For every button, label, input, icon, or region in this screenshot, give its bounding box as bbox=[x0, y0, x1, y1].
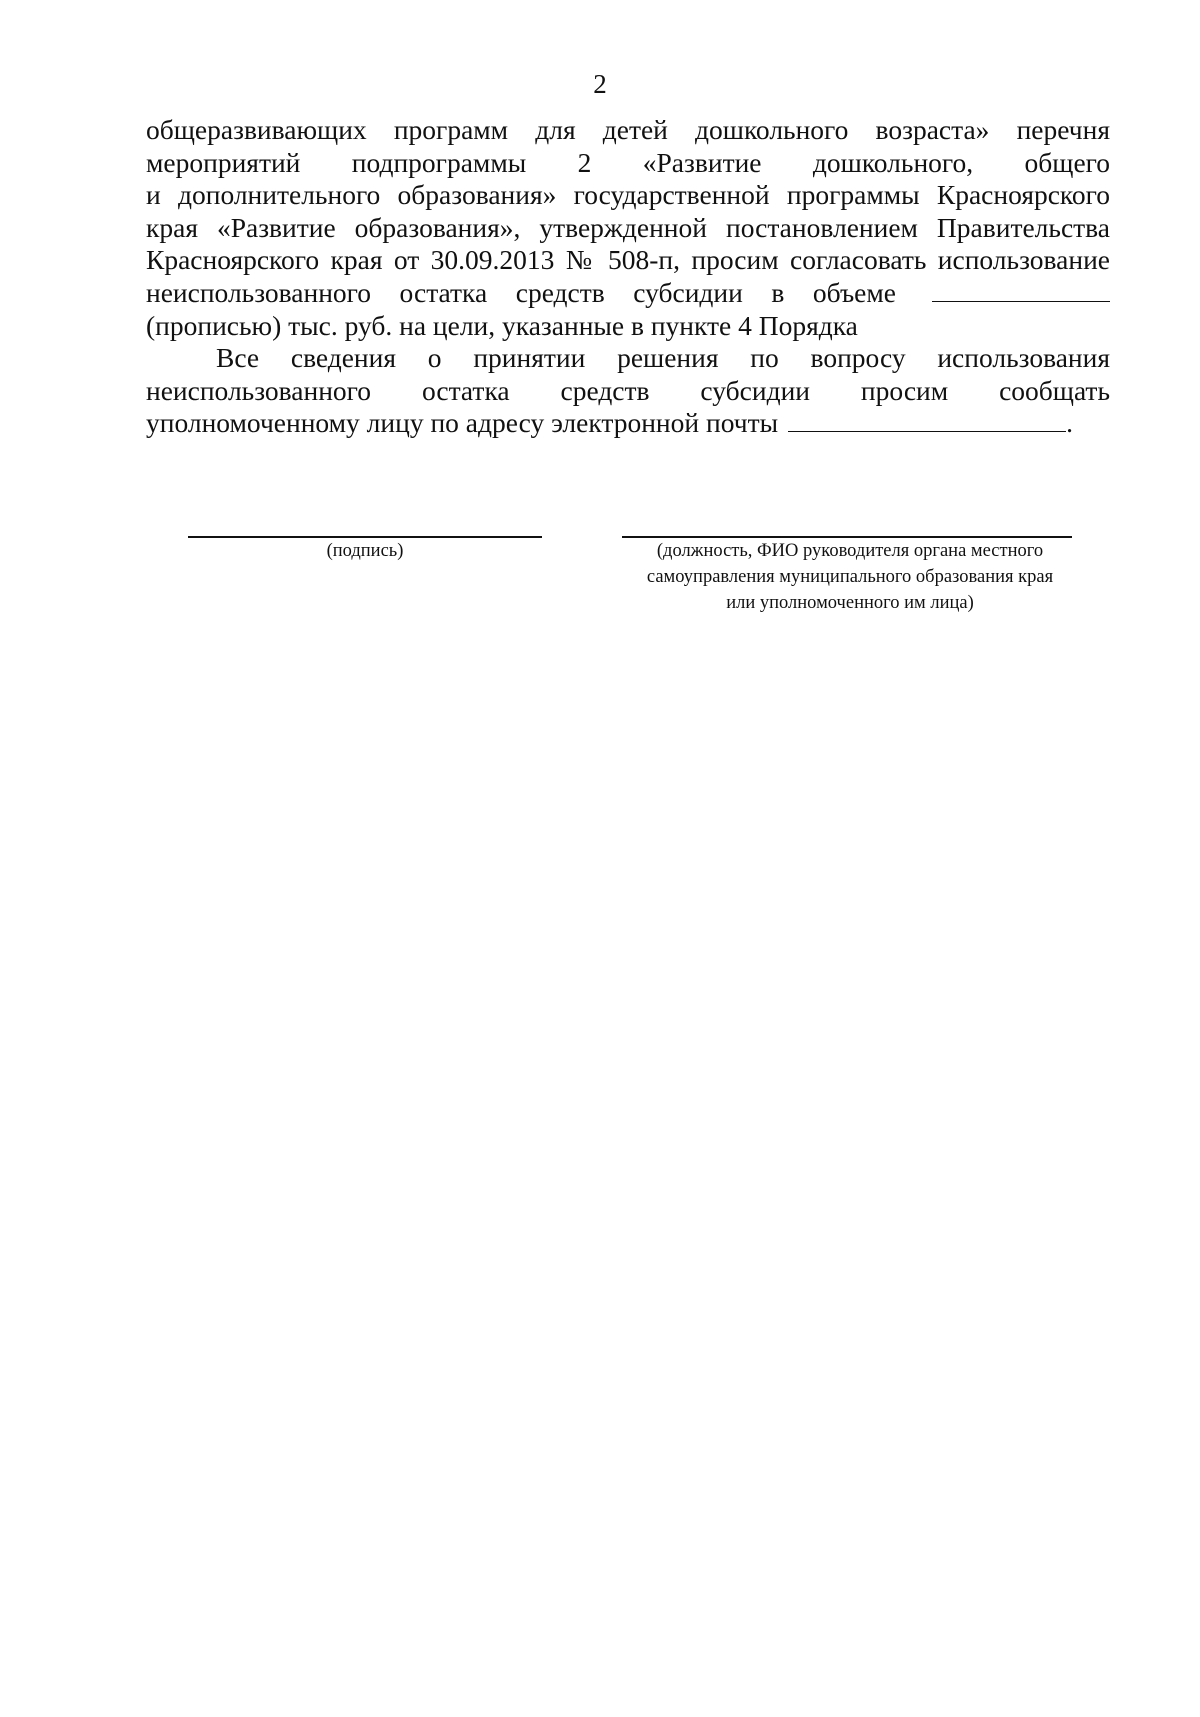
paragraph-1-line-1: общеразвивающих программ для детей дошкольного возраста» перечня bbox=[146, 114, 1110, 145]
position-name-caption-line-1: (должность, ФИО руководителя органа местного bbox=[656, 541, 1044, 561]
position-name-caption-line-3: или уполномоченного им лица) bbox=[726, 593, 974, 613]
page-number: 2 bbox=[593, 69, 607, 99]
paragraph-2-line-1: Все сведения о принятии решения по вопросу использования bbox=[216, 342, 1110, 373]
position-name-caption bbox=[590, 538, 1110, 616]
paragraph-1 bbox=[146, 114, 1110, 342]
paragraph-2-line-2: неиспользованного остатка средств субсидии просим сообщать bbox=[146, 374, 1110, 406]
paragraph-1-line-7: (прописью) тыс. руб. на цели, указанные в пункте 4 Порядка bbox=[146, 309, 858, 341]
paragraph-1-line-2: мероприятий подпрограммы 2 «Развитие дошкольного, общего bbox=[146, 146, 1110, 178]
paragraph-1-line-4: края «Развитие образования», утвержденной постановлением Правительства bbox=[146, 211, 1110, 243]
paragraph-2-line-3 bbox=[146, 407, 1110, 440]
signature-caption: (подпись) bbox=[326, 541, 404, 561]
paragraph-2-line-3-text: уполномоченному лицу по адресу электронной почты bbox=[146, 407, 779, 439]
paragraph-1-line-6 bbox=[146, 277, 1110, 310]
paragraph-1-line-6-text: неиспользованного остатка средств субсидии в объеме bbox=[146, 276, 896, 308]
paragraph-1-line-3: и дополнительного образования» государственной программы Красноярского bbox=[146, 179, 1110, 211]
paragraph-1-line-5: Красноярского края от 30.09.2013 № 508-п, просим согласовать использование bbox=[146, 244, 1110, 276]
position-name-caption-line-2: самоуправления муниципального образования края bbox=[646, 567, 1054, 587]
amount-blank-field bbox=[932, 277, 1110, 302]
paragraph-2-end-punct: . bbox=[1066, 407, 1073, 439]
paragraph-2 bbox=[146, 342, 1110, 440]
email-blank-field bbox=[788, 407, 1066, 432]
